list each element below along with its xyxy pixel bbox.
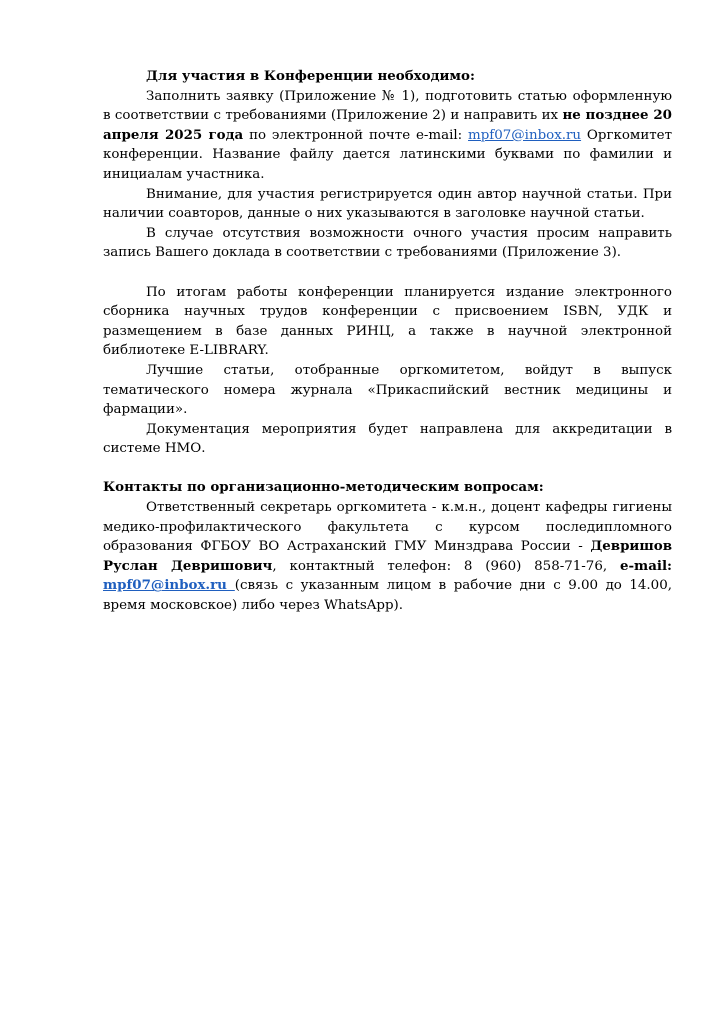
contacts-heading: Контакты по организационно-методическим вопросам: <box>103 479 544 496</box>
contacts-text-2: , контактный телефон: 8 (960) 858-71-76, <box>272 558 620 574</box>
email-label: e-mail: <box>619 557 672 574</box>
submission-text-2: по электронной почте e-mail: <box>243 127 469 143</box>
submission-text-1: Заполнить заявку (Приложение № 1), подготовить статью оформленную в соответствии с требованиями (Приложение 2) и направить их <box>103 88 672 124</box>
author-note-paragraph: Внимание, для участия регистрируется один автор научной статьи. При наличии соавторов, данные о них указываются в заголовке научной статьи. <box>103 186 672 222</box>
contact-email-link[interactable]: mpf07@inbox.ru <box>103 577 235 594</box>
contacts-text-3: (связь с указанным лицом в рабочие дни с 9.00 до 14.00, время московское) либо через WhatsApp). <box>103 578 672 614</box>
email-link[interactable]: mpf07@inbox.ru <box>468 127 582 143</box>
publication-paragraph: По итогам работы конференции планируется издание электронного сборника научных трудов конференции с присвоением ISBN, УДК и размещением в базе данных РИНЦ, а также в научной электронной библиотеке E-LIBRARY. <box>103 284 672 359</box>
contacts-text-1: Ответственный секретарь оргкомитета - к.м.н., доцент кафедры гигиены медико-профилактического факультета с курсом последипломного образования ФГБОУ ВО Астраханский ГМУ Минздрава России - <box>103 500 672 555</box>
remote-participation-paragraph: В случае отсутствия возможности очного участия просим направить запись Вашего доклада в соответствии с требованиями (Приложение 3). <box>103 225 672 261</box>
best-articles-paragraph: Лучшие статьи, отобранные оргкомитетом, войдут в выпуск тематического номера журнала «Прикаспийский вестник медицины и фармации». <box>103 362 672 418</box>
submission-text-3: Оргкомитет конференции. Название файлу дается латинскими буквами по фамилии и инициалам участника. <box>103 127 672 182</box>
contacts-paragraph <box>103 498 672 616</box>
spacer <box>103 459 672 479</box>
document-page <box>103 67 672 616</box>
deadline-text: не позднее 20 апреля 2025 года <box>103 107 672 143</box>
participation-heading: Для участия в Конференции необходимо: <box>146 68 475 84</box>
contact-person-name: Девришов Руслан Девришович <box>103 538 672 574</box>
accreditation-paragraph: Документация мероприятия будет направлена для аккредитации в системе НМО. <box>103 421 672 457</box>
spacer <box>103 263 672 283</box>
submission-paragraph <box>103 87 672 185</box>
